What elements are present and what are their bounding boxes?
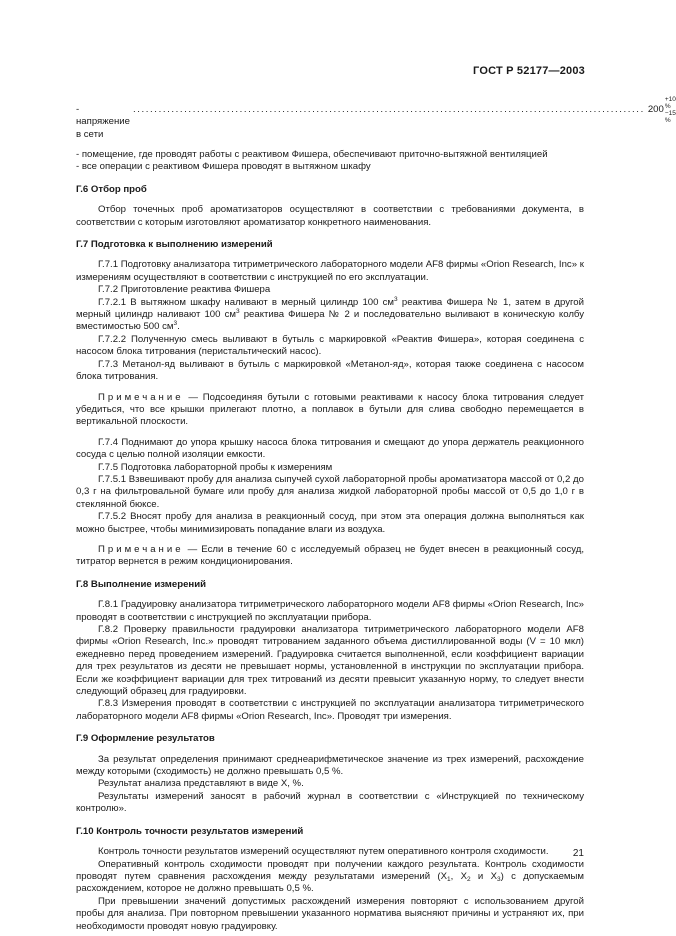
voltage-value-group bbox=[648, 96, 676, 124]
superscript-3: 3 bbox=[235, 308, 240, 316]
g8-2-paragraph: Г.8.2 Проверку правильности градуировки анализатора титриметрического лабораторного модели AF8 фирмы «Orion Research, Inc.» проводят титрованием заданного объема дистиллированной воды (V = 10 мкл) ежедневно перед проведением измерений. Градуировка считается выполненной, если коэффициент вариации для трех результатов из десяти не превышает нормы, установленной в инструкции по эксплуатации прибора. Если же коэффициент вариации для трех титрований из десяти превысит указанную норму, то следует внести следующий образец для градуировки. bbox=[76, 624, 584, 698]
leader-dots: ........................................................................................................................ bbox=[132, 103, 645, 115]
g10-paragraph-3: При превышении значений допустимых расхождений измерения повторяют с использованием другой пробы для анализа. При повторном превышении указанного норматива выясняют причины и устраняют их, при необходимости проводят новую градуировку. bbox=[76, 895, 584, 932]
g6-paragraph: Отбор точечных проб ароматизаторов осуществляют в соответствии с требованиями документа, в соответствии с которым изготовляют ароматизатор конкретного наименования. bbox=[76, 204, 584, 228]
subscript-1: 1 bbox=[446, 875, 451, 883]
g10-paragraph-1: Контроль точности результатов измерений осуществляют путем оперативного контроля сходимости. bbox=[98, 846, 549, 858]
g7-4-paragraph: Г.7.4 Поднимают до упора крышку насоса блока титрования и смещают до упора держатель реакционного сосуда с целью полной изоляции емкости. bbox=[76, 436, 584, 461]
g8-3-paragraph: Г.8.3 Измерения проводят в соответствии с инструкцией по эксплуатации анализатора титриметрического лабораторного модели AF8 фирмы «Orion Research, Inc». Проводят три измерения. bbox=[76, 698, 584, 722]
g7-2-paragraph: Г.7.2 Приготовление реактива Фишера bbox=[98, 284, 271, 296]
g10-p2-text-c: и X bbox=[470, 870, 497, 882]
voltage-requirement bbox=[76, 96, 676, 141]
g10-paragraph-2 bbox=[76, 859, 584, 896]
note-1-text: — Подсоединяя бутыли с готовыми реактивами к насосу блока титрования следует убедиться, что все крышки прилегают плотно, а поплавок в бутыли для слива свободно перемещается в вертикальной плоскости. bbox=[76, 391, 584, 428]
g7-5-1-paragraph: Г.7.5.1 Взвешивают пробу для анализа сыпучей сухой лабораторной пробы ароматизатора массой от 0,2 до 0,3 г на фильтровальной бумаге или пробу для анализа жидкой лабораторной пробы массой от 0,5 до 1,0 г в стеклянной бюксе. bbox=[76, 473, 584, 510]
voltage-tolerance bbox=[665, 96, 676, 124]
subscript-3: 3 bbox=[496, 875, 501, 883]
g9-paragraph-2: Результат анализа представляют в виде X, %. bbox=[98, 778, 304, 790]
g7-3-paragraph: Г.7.3 Метанол-яд выливают в бутыль с маркировкой «Метанол-яд», которая также соединена с насосом блока титрования. bbox=[76, 358, 584, 383]
operations-requirement: - все операции с реактивом Фишера проводят в вытяжном шкафу bbox=[76, 161, 371, 173]
g7-2-1-text-b: реактива Фишера № 1, затем в другой мерный цилиндр наливают 100 см bbox=[76, 296, 585, 321]
g7-5-2-paragraph: Г.7.5.2 Вносят пробу для анализа в реакционный сосуд, при этом эта операция должна выполняться как можно быстрее, чтобы минимизировать попадание влаги из воздуха. bbox=[76, 511, 584, 535]
page-number: 21 bbox=[572, 848, 584, 859]
superscript-3: 3 bbox=[394, 295, 398, 303]
g10-p2-text-d: ) с допускаемым расхождением, которое не должно превышать 0,5 %. bbox=[76, 870, 585, 895]
g7-1-paragraph: Г.7.1 Подготовку анализатора титриметрического лабораторного модели AF8 фирмы «Orion Research, Inc» к измерениям осуществляют в соответствии с инструкцией по его эксплуатации. bbox=[76, 259, 584, 283]
voltage-tolerance-minus: −15 % bbox=[664, 110, 676, 124]
note-2 bbox=[76, 544, 584, 569]
g7-2-2-paragraph: Г.7.2.2 Полученную смесь выливают в бутыль с маркировкой «Реактив Фишера», которая соединена с насосом блока титрования (перистальтический насос). bbox=[76, 333, 584, 358]
g7-2-1-text-a: Г.7.2.1 В вытяжном шкафу наливают в мерный цилиндр 100 см bbox=[98, 296, 395, 308]
voltage-label: - напряжение в сети bbox=[76, 103, 130, 140]
subscript-2: 2 bbox=[466, 875, 471, 883]
g10-p2-text-a: Оперативный контроль сходимости проводят при получении каждого результата. Контроль сходимости проводят путем сравнения расхождения между результатами измерений (X bbox=[76, 858, 584, 882]
section-g6-heading: Г.6 Отбор проб bbox=[76, 183, 147, 195]
document-code: ГОСТ Р 52177—2003 bbox=[473, 65, 585, 77]
note-2-text: — Если в течение 60 с исследуемый образец не будет внесен в реакционный сосуд, титратор вернется в режим кондиционирования. bbox=[76, 543, 584, 568]
g7-2-1-text-c: реактива Фишера № 2 и последовательно выливают в коническую колбу вместимостью 500 см bbox=[76, 309, 584, 333]
page-content bbox=[76, 96, 676, 933]
room-requirement: - помещение, где проводят работы с реактивом Фишера, обеспечивают приточно-вытяжной вентиляцией bbox=[76, 149, 548, 161]
g10-p2-text-b: , X bbox=[450, 870, 467, 882]
superscript-3: 3 bbox=[173, 320, 178, 328]
section-g7-heading: Г.7 Подготовка к выполнению измерений bbox=[76, 239, 273, 251]
g7-5-paragraph: Г.7.5 Подготовка лабораторной пробы к измерениям bbox=[98, 461, 333, 473]
g7-2-1-text-d: . bbox=[177, 321, 180, 333]
voltage-value: 200 bbox=[647, 103, 664, 115]
g9-paragraph-3: Результаты измерений заносят в рабочий журнал в соответствии с «Инструкцией по техническому контролю». bbox=[76, 790, 584, 815]
note-1-label: Примечание bbox=[98, 391, 184, 403]
g9-paragraph-1: За результат определения принимают среднеарифметическое значение из трех измерений, расхождение между которыми (сходимость) не должно превышать 0,5 %. bbox=[76, 753, 584, 778]
section-g8-heading: Г.8 Выполнение измерений bbox=[76, 578, 207, 590]
note-2-label: Примечание bbox=[98, 543, 184, 555]
g8-1-paragraph: Г.8.1 Градуировку анализатора титриметрического лабораторного модели AF8 фирмы «Orion Research, Inc» проводят в соответствии с инструкцией по эксплуатации прибора. bbox=[76, 599, 584, 623]
voltage-tolerance-plus: +10 % bbox=[664, 96, 676, 110]
section-g9-heading: Г.9 Оформление результатов bbox=[76, 733, 215, 745]
note-1 bbox=[76, 392, 584, 429]
section-g10-heading: Г.10 Контроль точности результатов измерений bbox=[76, 825, 304, 837]
g7-2-1-paragraph bbox=[76, 297, 584, 334]
